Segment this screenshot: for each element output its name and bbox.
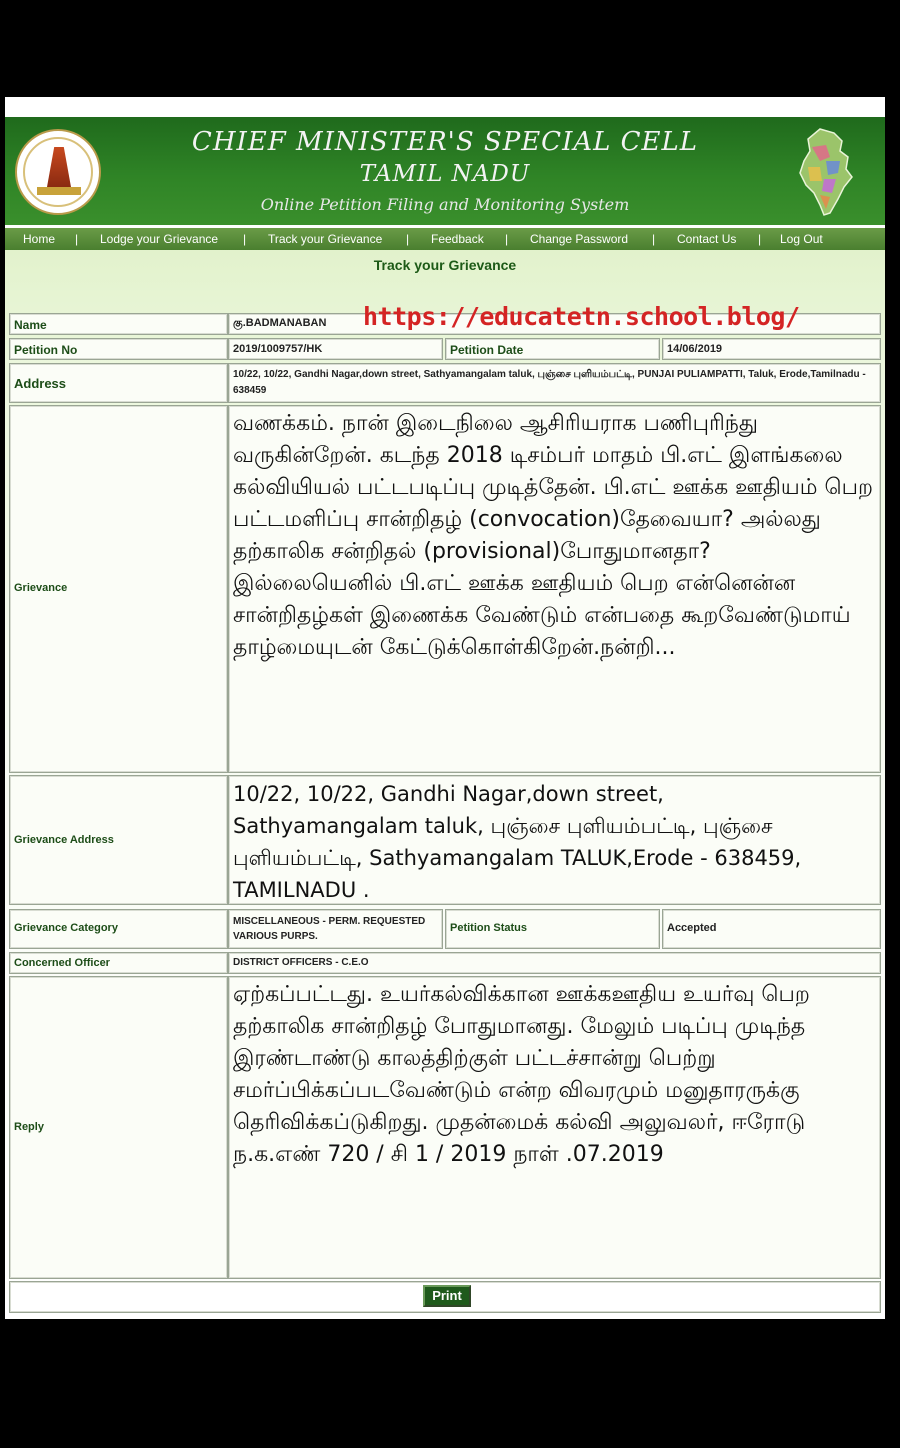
nav-separator: |	[75, 232, 79, 246]
address-label-cell	[9, 363, 228, 403]
name-label-cell	[9, 313, 228, 335]
tamil-nadu-map-icon	[790, 127, 862, 217]
nav-home[interactable]: Home	[23, 232, 56, 246]
nav-log-out[interactable]: Log Out	[780, 232, 823, 246]
nav-lodge-grievance[interactable]: Lodge your Grievance	[100, 232, 219, 246]
grievance-address-label-cell	[9, 775, 228, 905]
grievance-value-cell	[228, 405, 881, 773]
petition-date-value-cell	[662, 338, 881, 360]
grievance-category-value: MISCELLANEOUS - PERM. REQUESTED VARIOUS PURPS.	[233, 916, 426, 942]
nav-separator: |	[758, 232, 762, 246]
nav-track-grievance[interactable]: Track your Grievance	[268, 232, 383, 246]
reply-value-cell	[228, 976, 881, 1279]
petition-status-label: Petition Status	[450, 922, 528, 934]
petition-status-value: Accepted	[667, 922, 717, 934]
grievance-category-label-cell	[9, 909, 228, 949]
name-label: Name	[14, 318, 47, 332]
grievance-category-label: Grievance Category	[14, 922, 118, 934]
petition-no-label-cell	[9, 338, 228, 360]
nav-separator: |	[505, 232, 509, 246]
concerned-officer-value-cell	[228, 952, 881, 974]
site-subtitle: Online Petition Filing and Monitoring System	[260, 195, 630, 214]
site-title: CHIEF MINISTER'S SPECIAL CELL	[191, 127, 699, 157]
grievance-address-label: Grievance Address	[14, 834, 114, 846]
site-title-state: TAMIL NADU	[359, 161, 531, 187]
nav-separator: |	[652, 232, 656, 246]
petition-date-label: Petition Date	[450, 343, 524, 357]
page	[5, 97, 885, 1319]
name-value: கு.BADMANABAN	[233, 317, 327, 329]
petition-no-value-cell	[228, 338, 443, 360]
grievance-address-value-cell	[228, 775, 881, 905]
concerned-officer-label: Concerned Officer	[14, 957, 110, 969]
blog-url-watermark: https://educatetn.school.blog/	[363, 302, 800, 331]
reply-label: Reply	[14, 1121, 44, 1133]
grievance-label: Grievance	[14, 582, 68, 594]
petition-status-label-cell	[445, 909, 660, 949]
petition-status-value-cell	[662, 909, 881, 949]
grievance-category-value-cell	[228, 909, 443, 949]
petition-no-label: Petition No	[14, 343, 78, 357]
petition-no-value: 2019/1009757/HK	[233, 343, 323, 355]
grievance-address-text: 10/22, 10/22, Gandhi Nagar,down street, Sathyamangalam taluk, புஞ்சை புளியம்பட்டி, புஞ்சை புளியம்பட்டி, Sathyamangalam TALUK,Erode - 638459, TAMILNADU .	[233, 782, 802, 902]
concerned-officer-value: DISTRICT OFFICERS - C.E.O	[233, 957, 369, 968]
grievance-text: வணக்கம். நான் இடைநிலை ஆசிரியராக பணிபுரிந்து வருகின்றேன். கடந்த 2018 டிசம்பர் மாதம் பி.எட் இளங்கலை கல்வியியல் பட்டபடிப்பு முடித்தேன். பி.எட் ஊக்க ஊதியம் பெற பட்டமளிப்பு சான்றிதழ் (convocation)தேவையா? அல்லது தற்காலிக சன்றிதல் (provisional)போதுமானதா? இல்லையெனில் பி.எட் ஊக்க ஊதியம் பெற என்னென்ன சான்றிதழ்கள் இணைக்க வேண்டும் என்பதை கூறவேண்டுமாய் தாழ்மையுடன் கேட்டுக்கொள்கிறேன்.நன்றி...	[233, 411, 873, 660]
address-value-cell	[228, 363, 881, 403]
address-value: 10/22, 10/22, Gandhi Nagar,down street, Sathyamangalam taluk, புஞ்சை புளியம்பட்டி, PUNJAI PULIAMPATTI, Taluk, Erode,Tamilnadu - 638459	[233, 369, 866, 396]
nav-separator: |	[243, 232, 247, 246]
reply-label-cell	[9, 976, 228, 1279]
address-label: Address	[14, 376, 67, 391]
nav-contact-us[interactable]: Contact Us	[677, 232, 737, 246]
nav-change-password[interactable]: Change Password	[530, 232, 629, 246]
main-nav	[5, 228, 885, 250]
petition-date-label-cell	[445, 338, 660, 360]
print-button[interactable]: Print	[423, 1285, 471, 1307]
page-title: Track your Grievance	[373, 257, 517, 273]
grievance-label-cell	[9, 405, 228, 773]
nav-separator: |	[406, 232, 410, 246]
concerned-officer-label-cell	[9, 952, 228, 974]
reply-text: ஏற்கப்பட்டது. உயர்கல்விக்கான ஊக்கஊதிய உயர்வு பெற தற்காலிக சான்றிதழ் போதுமானது. மேலும் படிப்பு முடிந்த இரண்டாண்டு காலத்திற்குள் பட்டச்சான்று பெற்று சமர்ப்பிக்கப்படவேண்டும் என்ற விவரமும் மனுதாரருக்கு தெரிவிக்கப்டுகிறது. முதன்மைக் கல்வி அலுவலர், ஈரோடு ந.க.எண் 720 / சி 1 / 2019 நாள் .07.2019	[233, 982, 810, 1167]
petition-date-value: 14/06/2019	[667, 343, 723, 355]
nav-feedback[interactable]: Feedback	[431, 232, 484, 246]
site-header	[5, 117, 885, 225]
